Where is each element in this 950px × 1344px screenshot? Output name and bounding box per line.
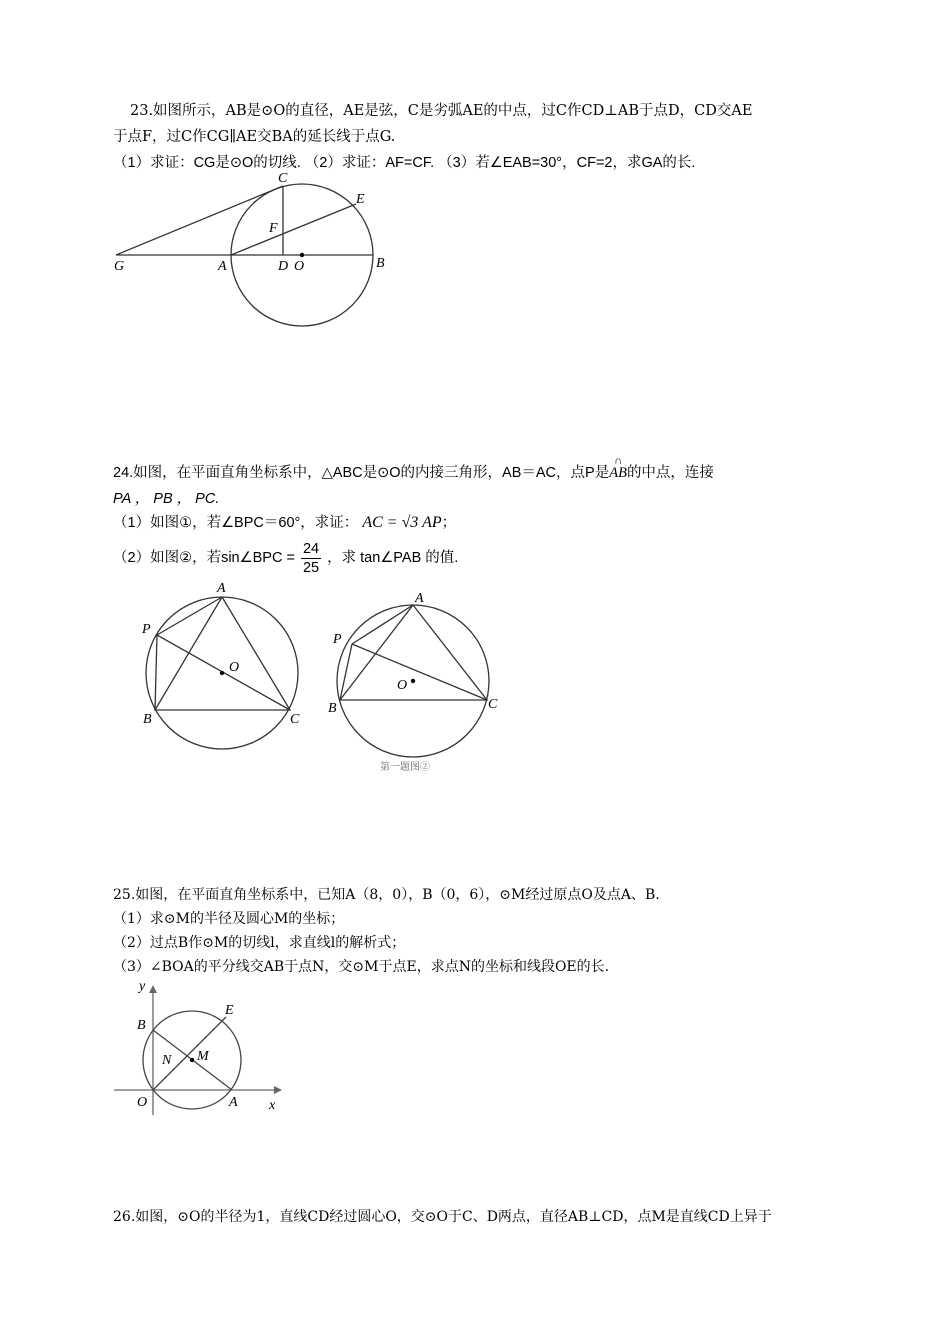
q24-line4-pre: （2）如图②，若sin∠BPC = [113, 550, 295, 566]
q24-fig2-caption: 第一题图② [380, 762, 430, 773]
q24-fig1-label-C: C [290, 712, 300, 727]
q24-line3-pre: （1）如图①，若∠BPC＝60°，求证： [113, 515, 359, 531]
q25-label-E: E [225, 1003, 234, 1018]
q23-label-D: D [278, 259, 289, 274]
q24-fig2-label-P: P [333, 632, 342, 647]
q24-fig2-label-C: C [488, 697, 498, 712]
q24-fig1-label-B: B [143, 712, 152, 727]
q25-line3: （2）过点B作⊙M的切线l，求直线l的解析式； [113, 935, 406, 951]
q25-label-N: N [162, 1053, 172, 1068]
q23-line3: （1）求证：CG是⊙O的切线. （2）求证：AF=CF. （3）若∠EAB=30°，CF=2，求GA的长. [113, 155, 696, 171]
q26-line1: 26.如图，⊙O的半径为1，直线CD经过圆心O，交⊙O于C、D两点，直径AB⊥CD，点M是直线CD上异于 [113, 1209, 772, 1225]
q24-line1-post: 的中点，连接 [626, 465, 714, 481]
q25-line2: （1）求⊙M的半径及圆心M的坐标； [113, 911, 345, 927]
q24-fig1-label-A: A [217, 581, 226, 596]
q24-fig1-label-O: O [229, 660, 240, 675]
q25-y-arrow [149, 985, 157, 993]
q25-label-A: A [229, 1095, 238, 1110]
q23-line2: 于点F，过C作CG∥AE交BA的延长线于点G. [113, 129, 396, 145]
q25-center-dot [190, 1058, 194, 1062]
q25-label-x: x [269, 1098, 276, 1113]
q24-line3-math: AC = √3 AP [362, 514, 442, 531]
q25-label-y: y [139, 979, 146, 994]
q25-line1: 25.如图，在平面直角坐标系中，已知A（8，0），B（0，6），⊙M经过原点O及点A、B. [113, 887, 660, 903]
q24-frac-num: 24 [302, 540, 320, 557]
q24-fig2-label-B: B [328, 701, 337, 716]
q24-frac-den: 25 [302, 559, 320, 576]
q24-line2: PA ， PB ， PC. [113, 491, 220, 507]
q25-label-O: O [137, 1095, 148, 1110]
q24-fig1-label-P: P [142, 622, 151, 637]
q24-fig2-label-O: O [397, 678, 408, 693]
q23-label-O: O [294, 259, 305, 274]
q23-label-A: A [218, 259, 227, 274]
q23-line1: 23.如图所示，AB是⊙O的直径，AE是弦，C是劣弧AE的中点，过C作CD⊥AB于点D，CD交AE [130, 103, 753, 119]
q24-line1-pre: 24.如图，在平面直角坐标系中，△ABC是⊙O的内接三角形，AB＝AC，点P是 [113, 465, 610, 481]
q25-label-M: M [197, 1049, 209, 1064]
q23-label-E: E [356, 192, 365, 207]
q24-arc-text: AB [609, 465, 627, 481]
q23-label-B: B [376, 256, 385, 271]
q23-label-G: G [114, 259, 125, 274]
q24-arc-symbol: ∩ [614, 455, 623, 467]
q25-label-B: B [137, 1018, 146, 1033]
q23-label-C: C [278, 171, 288, 186]
q24-fig2-label-A: A [415, 591, 424, 606]
q24-line3-post: ； [441, 515, 457, 531]
q23-label-F: F [269, 221, 278, 236]
q25-x-arrow [274, 1086, 282, 1094]
q24-line4-post: ，求 tan∠PAB 的值. [327, 550, 459, 566]
q25-line4: （3）∠BOA的平分线交AB于点N，交⊙M于点E，求点N的坐标和线段OE的长. [113, 959, 610, 975]
